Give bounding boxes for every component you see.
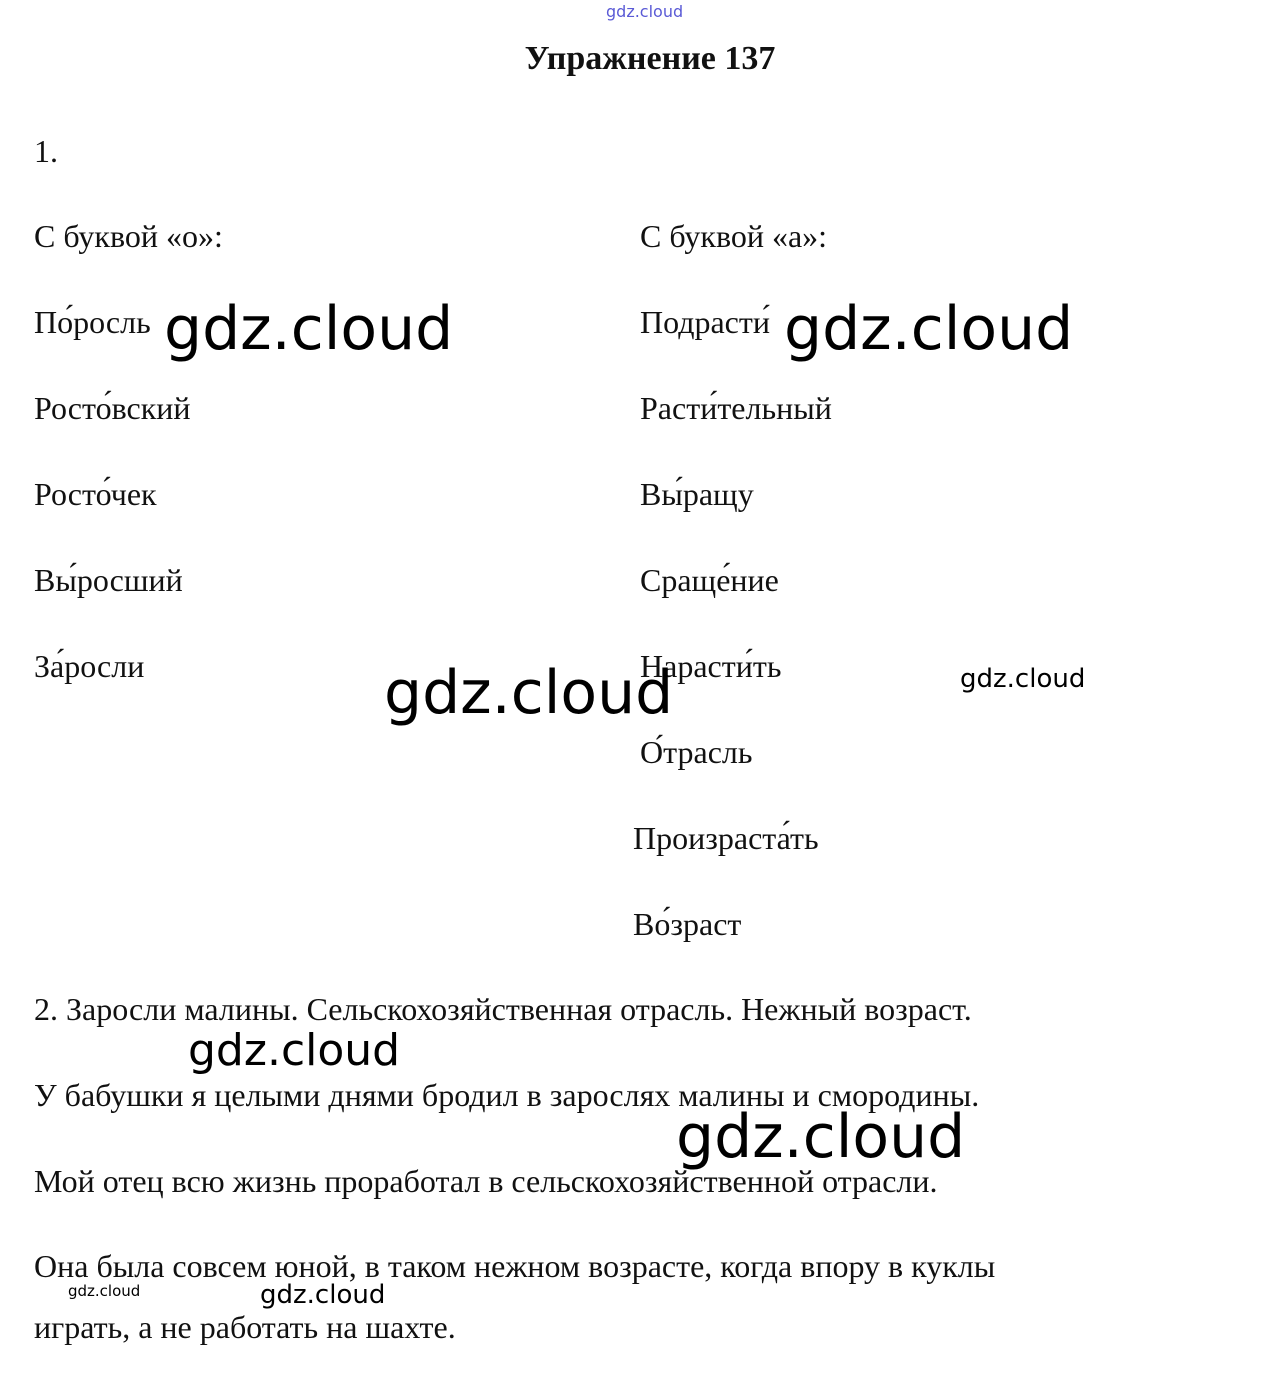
watermark: gdz.cloud	[384, 658, 674, 728]
column-a-header: С буквой «а»:	[640, 218, 828, 254]
column-o-word: По́росль	[34, 304, 151, 340]
watermark: gdz.cloud	[676, 1102, 966, 1172]
column-o-word: Вы́росший	[34, 562, 183, 598]
section2-sentence: играть, а не работать на шахте.	[34, 1309, 456, 1345]
column-a-word: Во́зраст	[633, 906, 742, 942]
page-title: Упражнение 137	[524, 40, 776, 77]
watermark: gdz.cloud	[960, 664, 1086, 694]
column-a-word: Расти́тельный	[640, 390, 832, 426]
section1-number: 1.	[34, 133, 58, 169]
column-a-word: Сраще́ние	[640, 562, 779, 598]
column-a-word: Произраста́ть	[633, 820, 819, 856]
column-a-word: Подрасти́	[640, 304, 770, 340]
column-a-word: Нарасти́ть	[640, 648, 782, 684]
column-a-word: О́трасль	[640, 734, 753, 770]
watermark: gdz.cloud	[188, 1025, 401, 1076]
watermark: gdz.cloud	[68, 1282, 141, 1300]
watermark: gdz.cloud	[260, 1280, 386, 1310]
section2-line: 2. Заросли малины. Сельскохозяйственная отрасль. Нежный возраст.	[34, 991, 972, 1027]
watermark-top: gdz.cloud	[606, 2, 684, 21]
section2-sentence: У бабушки я целыми днями бродил в зарослях малины и смородины.	[34, 1077, 980, 1113]
watermark: gdz.cloud	[784, 294, 1074, 364]
column-o-header: С буквой «о»:	[34, 218, 223, 254]
column-a-word: Вы́ращу	[640, 476, 754, 512]
column-o-word: Росто́вский	[34, 390, 191, 426]
watermark: gdz.cloud	[164, 294, 454, 364]
section2-sentence: Мой отец всю жизнь проработал в сельскохозяйственной отрасли.	[34, 1163, 938, 1199]
column-o-word: Росто́чек	[34, 476, 157, 512]
section2-sentence: Она была совсем юной, в таком нежном возрасте, когда впору в куклы	[34, 1248, 996, 1284]
column-o-word: За́росли	[34, 648, 145, 684]
